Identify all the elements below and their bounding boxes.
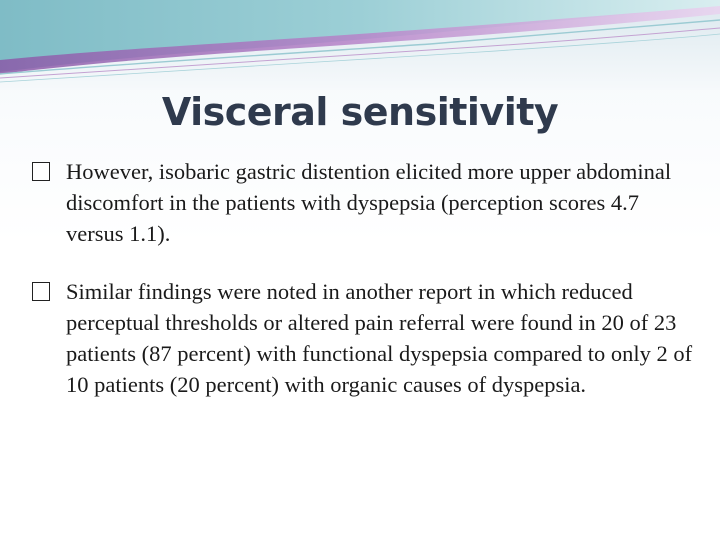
square-box-icon [32, 162, 50, 181]
square-box-icon [32, 282, 50, 301]
bullet-list [30, 156, 700, 400]
slide-title: Visceral sensitivity [161, 90, 559, 134]
bullet-item [30, 276, 700, 400]
bullet-text: Similar findings were noted in another report in which reduced perceptual thresholds or altered pain referral were found in 20 of 23 patients (87 percent) with functional dyspepsia compared to only 2 of 10 patients (20 percent) with organic causes of dyspepsia. [66, 279, 693, 397]
decorative-header-band [0, 0, 720, 90]
bullet-item [30, 156, 700, 249]
bullet-text: However, isobaric gastric distention elicited more upper abdominal discomfort in the patients with dyspepsia (perception scores 4.7 versus 1.1). [66, 159, 672, 246]
